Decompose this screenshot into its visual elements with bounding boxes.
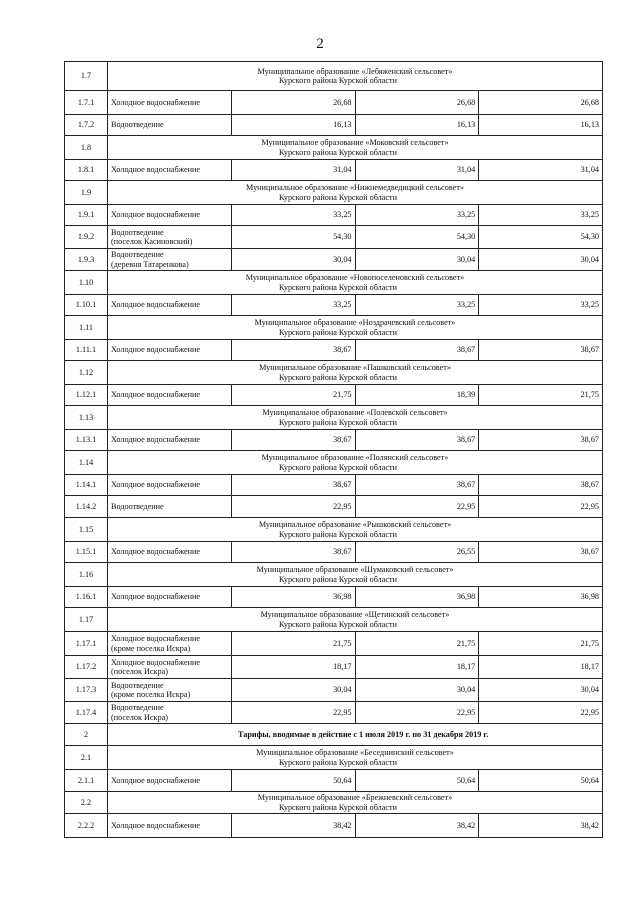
municipality-title (108, 518, 603, 542)
row-number: 1.8 (65, 136, 108, 160)
tariff-value: 54,30 (479, 226, 603, 249)
tariff-value: 36,98 (479, 587, 603, 608)
service-name-line: Водоотведение (111, 120, 164, 130)
district-name: Курского района Курской области (279, 76, 397, 85)
municipality-title (108, 62, 603, 91)
table-row (65, 587, 603, 608)
row-number: 1.16 (65, 563, 108, 587)
service-name-line: (кроме поселка Искра) (111, 643, 191, 653)
service-name-line: Холодное водоснабжение (111, 634, 201, 643)
row-number: 1.8.1 (65, 160, 108, 181)
tariff-value: 18,17 (355, 656, 479, 679)
tariff-value: 33,25 (355, 205, 479, 226)
district-name: Курского района Курской области (279, 147, 397, 157)
row-number: 1.13 (65, 406, 108, 430)
district-name: Курского района Курской области (279, 282, 397, 292)
row-number: 1.17.4 (65, 702, 108, 724)
tariff-value: 38,67 (355, 340, 479, 361)
tariff-value: 38,67 (231, 542, 355, 563)
tariff-value: 26,68 (479, 91, 603, 115)
tariff-value: 33,25 (355, 295, 479, 316)
row-number: 2.1 (65, 746, 108, 770)
table-row (65, 542, 603, 563)
tariff-value: 50,64 (355, 770, 479, 792)
municipality-title (108, 451, 603, 475)
row-number: 1.14.1 (65, 475, 108, 496)
service-name-line: Холодное водоснабжение (111, 390, 201, 400)
row-number: 1.17.2 (65, 656, 108, 679)
tariff-value: 30,04 (231, 249, 355, 271)
municipality-title (108, 406, 603, 430)
tariff-value: 33,25 (479, 205, 603, 226)
table-row (65, 430, 603, 451)
service-name-line: Водоотведение (111, 680, 164, 690)
service-name (108, 679, 232, 702)
district-name: Курского района Курской области (279, 619, 397, 629)
tariff-value: 54,30 (231, 226, 355, 249)
tariff-value: 21,75 (479, 385, 603, 406)
municipality-heading-row (65, 181, 603, 205)
municipality-name: Муниципальное образование «Нижнемедведицкий сельсовет» (246, 183, 464, 192)
municipality-title (108, 136, 603, 160)
row-number: 1.17.1 (65, 632, 108, 656)
municipality-heading-row (65, 563, 603, 587)
tariff-value: 16,13 (355, 115, 479, 136)
municipality-title (108, 181, 603, 205)
section-title: Тарифы, вводимые в действие с 1 июля 2019 г. по 31 декабря 2019 г. (108, 724, 603, 746)
row-number: 1.7 (65, 62, 108, 91)
municipality-name: Муниципальное образование «Щетинский сельсовет» (260, 610, 450, 619)
table-row (65, 160, 603, 181)
row-number: 1.9 (65, 181, 108, 205)
row-number: 1.9.3 (65, 249, 108, 271)
row-number: 1.7.1 (65, 91, 108, 115)
tariff-value: 22,95 (355, 702, 479, 724)
tariff-value: 50,64 (231, 770, 355, 792)
row-number: 1.14.2 (65, 496, 108, 518)
tariff-value: 30,04 (355, 249, 479, 271)
service-name-line: Холодное водоснабжение (111, 165, 201, 175)
municipality-title (108, 792, 603, 814)
service-name-line: (поселок Касиновский) (111, 237, 193, 246)
municipality-heading-row (65, 792, 603, 814)
row-number: 2 (65, 724, 108, 746)
district-name: Курского района Курской области (279, 757, 397, 767)
municipality-heading-row (65, 518, 603, 542)
service-name-line: Холодное водоснабжение (111, 97, 201, 107)
service-name (108, 91, 232, 115)
table-row (65, 475, 603, 496)
district-name: Курского района Курской области (279, 192, 397, 202)
municipality-title (108, 608, 603, 632)
service-name-line: Холодное водоснабжение (111, 210, 201, 220)
service-name-line: Холодное водоснабжение (111, 592, 201, 602)
service-name (108, 115, 232, 136)
municipality-name: Муниципальное образование «Моковский сельсовет» (261, 138, 449, 147)
tariff-value: 30,04 (355, 679, 479, 702)
municipality-name: Муниципальное образование «Новопоселеновский сельсовет» (245, 273, 465, 282)
tariff-value: 22,95 (479, 702, 603, 724)
municipality-heading-row (65, 136, 603, 160)
row-number: 1.11.1 (65, 340, 108, 361)
row-number: 2.1.1 (65, 770, 108, 792)
tariff-value: 50,64 (479, 770, 603, 792)
service-name (108, 587, 232, 608)
district-name: Курского района Курской области (279, 462, 397, 472)
municipality-title (108, 746, 603, 770)
table-row (65, 814, 603, 838)
tariff-value: 38,67 (231, 430, 355, 451)
service-name-line: Холодное водоснабжение (111, 775, 201, 785)
district-name: Курского района Курской области (279, 574, 397, 584)
table-row (65, 249, 603, 271)
table-row (65, 632, 603, 656)
municipality-heading-row (65, 361, 603, 385)
tariff-value: 16,13 (231, 115, 355, 136)
tariff-value: 31,04 (479, 160, 603, 181)
table-row (65, 702, 603, 724)
service-name-line: Холодное водоснабжение (111, 547, 201, 557)
row-number: 1.15 (65, 518, 108, 542)
service-name (108, 496, 232, 518)
municipality-title (108, 271, 603, 295)
service-name-line: Холодное водоснабжение (111, 300, 201, 310)
tariff-value: 38,67 (231, 475, 355, 496)
tariff-value: 38,42 (479, 814, 603, 838)
service-name (108, 160, 232, 181)
tariff-value: 21,75 (231, 385, 355, 406)
service-name-line: (поселок Искра) (111, 667, 168, 676)
tariff-value: 38,67 (479, 475, 603, 496)
tariff-value: 38,42 (231, 814, 355, 838)
tariff-value: 36,98 (231, 587, 355, 608)
row-number: 2.2.2 (65, 814, 108, 838)
service-name-line: (кроме поселка Искра) (111, 690, 191, 699)
service-name (108, 542, 232, 563)
district-name: Курского района Курской области (279, 372, 397, 382)
service-name (108, 295, 232, 316)
row-number: 1.9.1 (65, 205, 108, 226)
tariff-value: 38,42 (355, 814, 479, 838)
page-number: 2 (316, 36, 324, 52)
table-row (65, 496, 603, 518)
row-number: 1.13.1 (65, 430, 108, 451)
tariff-value: 22,95 (231, 496, 355, 518)
municipality-heading-row (65, 406, 603, 430)
municipality-name: Муниципальное образование «Полянский сельсовет» (261, 453, 449, 462)
municipality-name: Муниципальное образование «Брежневский сельсовет» (257, 793, 453, 802)
service-name (108, 205, 232, 226)
service-name-line: Холодное водоснабжение (111, 435, 201, 445)
municipality-name: Муниципальное образование «Шумаковский сельсовет» (256, 565, 454, 574)
service-name (108, 814, 232, 838)
municipality-heading-row (65, 451, 603, 475)
district-name: Курского района Курской области (279, 529, 397, 539)
row-number: 1.15.1 (65, 542, 108, 563)
municipality-heading-row (65, 746, 603, 770)
tariff-value: 21,75 (479, 632, 603, 656)
tariff-value: 31,04 (231, 160, 355, 181)
service-name-line: Холодное водоснабжение (111, 657, 201, 667)
row-number: 2.2 (65, 792, 108, 814)
tariff-value: 16,13 (479, 115, 603, 136)
tariff-table-body (65, 62, 603, 838)
table-row (65, 770, 603, 792)
service-name (108, 475, 232, 496)
row-number: 1.12.1 (65, 385, 108, 406)
district-name: Курского района Курской области (279, 802, 397, 812)
service-name-line: (поселок Искра) (111, 712, 168, 722)
row-number: 1.16.1 (65, 587, 108, 608)
tariff-value: 30,04 (231, 679, 355, 702)
tariff-value: 30,04 (479, 679, 603, 702)
tariff-value: 33,25 (231, 295, 355, 316)
tariff-value: 31,04 (355, 160, 479, 181)
service-name-line: Холодное водоснабжение (111, 480, 201, 490)
municipality-title (108, 316, 603, 340)
tariff-value: 38,67 (479, 542, 603, 563)
tariff-value: 38,67 (231, 340, 355, 361)
municipality-title (108, 361, 603, 385)
tariff-value: 33,25 (479, 295, 603, 316)
tariff-value: 22,95 (479, 496, 603, 518)
row-number: 1.14 (65, 451, 108, 475)
tariff-value: 18,17 (479, 656, 603, 679)
service-name (108, 385, 232, 406)
service-name-line: Водоотведение (111, 250, 164, 259)
service-name (108, 656, 232, 679)
tariff-value: 21,75 (231, 632, 355, 656)
table-row (65, 226, 603, 249)
service-name (108, 770, 232, 792)
row-number: 1.12 (65, 361, 108, 385)
tariff-value: 36,98 (355, 587, 479, 608)
municipality-heading-row (65, 271, 603, 295)
row-number: 1.17 (65, 608, 108, 632)
row-number: 1.9.2 (65, 226, 108, 249)
tariff-value: 22,95 (231, 702, 355, 724)
tariff-table (64, 61, 603, 838)
municipality-name: Муниципальное образование «Лебяженский сельсовет» (257, 66, 453, 76)
row-number: 1.7.2 (65, 115, 108, 136)
table-row (65, 340, 603, 361)
tariff-value: 18,17 (231, 656, 355, 679)
table-row (65, 656, 603, 679)
tariff-value: 22,95 (355, 496, 479, 518)
municipality-heading-row (65, 62, 603, 91)
service-name-line: Водоотведение (111, 703, 164, 712)
service-name-line: Холодное водоснабжение (111, 820, 201, 830)
row-number: 1.10.1 (65, 295, 108, 316)
municipality-name: Муниципальное образование «Пашковский сельсовет» (259, 363, 451, 372)
municipality-name: Муниципальное образование «Рышковский сельсовет» (258, 520, 452, 529)
table-row (65, 91, 603, 115)
table-row (65, 679, 603, 702)
service-name-line: Водоотведение (111, 501, 164, 511)
row-number: 1.10 (65, 271, 108, 295)
tariff-value: 38,67 (479, 430, 603, 451)
table-row (65, 115, 603, 136)
district-name: Курского района Курской области (279, 327, 397, 337)
row-number: 1.11 (65, 316, 108, 340)
table-row (65, 295, 603, 316)
tariff-value: 26,68 (231, 91, 355, 115)
municipality-heading-row (65, 316, 603, 340)
municipality-name: Муниципальное образование «Ноздрачевский сельсовет» (254, 318, 456, 327)
tariff-value: 33,25 (231, 205, 355, 226)
tariff-value: 21,75 (355, 632, 479, 656)
table-row (65, 385, 603, 406)
tariff-value: 26,68 (355, 91, 479, 115)
service-name-line: Водоотведение (111, 227, 164, 237)
municipality-name: Муниципальное образование «Беседнинский сельсовет» (256, 748, 454, 757)
section-heading-row (65, 724, 603, 746)
tariff-value: 18,39 (355, 385, 479, 406)
service-name (108, 430, 232, 451)
district-name: Курского района Курской области (279, 417, 397, 427)
municipality-heading-row (65, 608, 603, 632)
service-name-line: (деревня Татаренкова) (111, 259, 189, 269)
tariff-value: 30,04 (479, 249, 603, 271)
row-number: 1.17.3 (65, 679, 108, 702)
table-row (65, 205, 603, 226)
service-name (108, 226, 232, 249)
tariff-value: 38,67 (355, 430, 479, 451)
tariff-value: 54,30 (355, 226, 479, 249)
tariff-value: 26,55 (355, 542, 479, 563)
tariff-value: 38,67 (355, 475, 479, 496)
municipality-name: Муниципальное образование «Полевской сельсовет» (262, 408, 448, 417)
municipality-title (108, 563, 603, 587)
service-name-line: Холодное водоснабжение (111, 345, 201, 355)
service-name (108, 340, 232, 361)
service-name (108, 249, 232, 271)
tariff-value: 38,67 (479, 340, 603, 361)
service-name (108, 632, 232, 656)
service-name (108, 702, 232, 724)
